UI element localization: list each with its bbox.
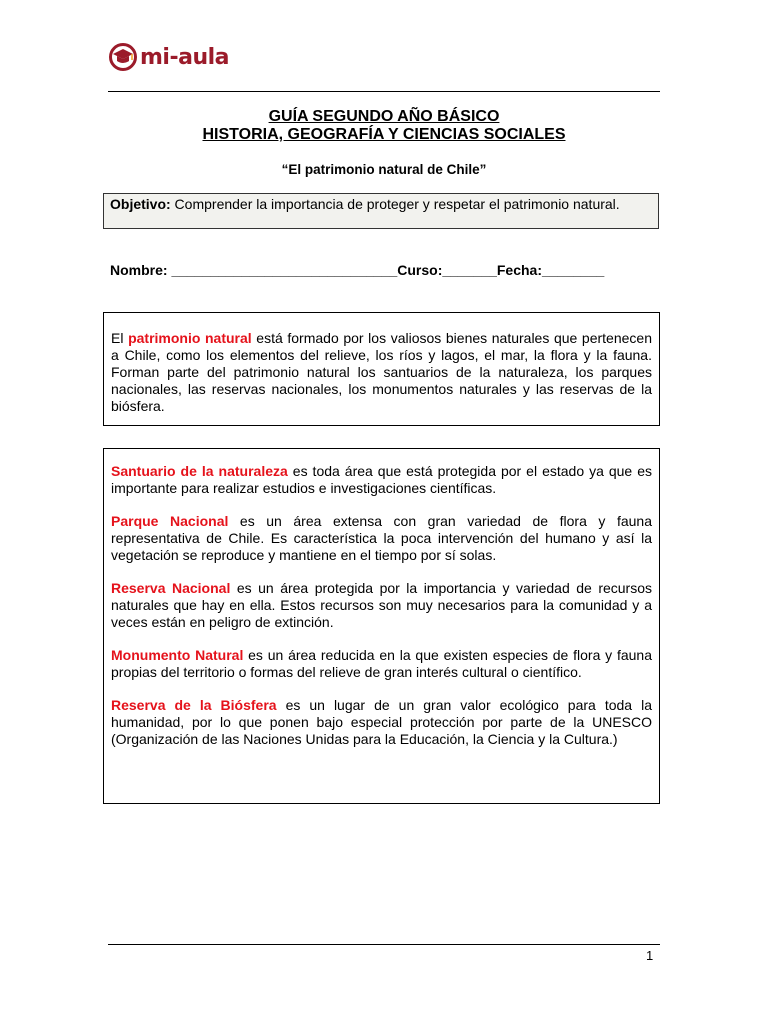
intro-box bbox=[103, 312, 660, 426]
intro-text: está formado por los valiosos bienes naturales que pertenecen a Chile, como los elementos del relieve, los ríos y lagos, el mar, la flora y la fauna. Forman parte del patrimonio natural los santuarios de la naturaleza, los parques nacionales, las reservas nacionales, los monumentos naturales y las reservas de la biósfera. bbox=[111, 330, 652, 414]
logo-text: mi-aula bbox=[140, 44, 230, 70]
definition-text: es un área protegida por la importancia y variedad de recursos naturales que hay en ella. Estos recursos son muy necesarios para la comunidad y a veces están en peligro de extinción. bbox=[111, 580, 653, 630]
page-title-line1: GUÍA SEGUNDO AÑO BÁSICO bbox=[268, 108, 500, 125]
objective-text: Comprender la importancia de proteger y respetar el patrimonio natural. bbox=[170, 196, 620, 212]
definition-item bbox=[111, 513, 652, 564]
objective-box bbox=[103, 193, 659, 229]
definition-text: es un área extensa con gran variedad de flora y fauna representativa de Chile. Es característica la poca intervención del humano y así la vegetación se reproduce y mantiene en el tiempo por sí solas. bbox=[111, 513, 653, 563]
intro-prefix: El bbox=[111, 330, 129, 346]
definition-item bbox=[111, 580, 652, 631]
intro-term: patrimonio natural bbox=[128, 330, 252, 346]
page-title-line2: HISTORIA, GEOGRAFÍA Y CIENCIAS SOCIALES bbox=[202, 126, 566, 143]
definition-term: Monumento Natural bbox=[111, 647, 244, 663]
definition-term: Reserva de la Biósfera bbox=[111, 697, 277, 713]
footer-rule bbox=[108, 944, 660, 945]
definitions-box bbox=[103, 448, 660, 804]
student-form-line: Nombre: _____________________________Curso:_______Fecha:________ bbox=[110, 262, 605, 278]
definition-item bbox=[111, 697, 652, 748]
definition-item bbox=[111, 647, 652, 681]
header-rule bbox=[108, 91, 660, 92]
page-subtitle: “El patrimonio natural de Chile” bbox=[281, 162, 487, 177]
definition-item bbox=[111, 463, 652, 497]
definition-term: Santuario de la naturaleza bbox=[111, 463, 288, 479]
definition-term: Parque Nacional bbox=[111, 513, 229, 529]
page-number: 1 bbox=[646, 948, 654, 963]
definition-text: es un lugar de un gran valor ecológico para toda la humanidad, por lo que ponen bajo especial protección por parte de la UNESCO (Organización de las Naciones Unidas para la Educación, la Ciencia y la Cultura.) bbox=[111, 697, 652, 747]
definition-text: es un área reducida en la que existen especies de flora y fauna propias del territorio o formas del relieve de gran interés cultural o científico. bbox=[111, 647, 652, 680]
definition-text: es toda área que está protegida por el estado ya que es importante para realizar estudios e investigaciones científicas. bbox=[111, 463, 652, 496]
definition-term: Reserva Nacional bbox=[111, 580, 231, 596]
graduation-cap-icon bbox=[108, 42, 138, 72]
objective-label: Objetivo: bbox=[110, 196, 171, 212]
logo bbox=[108, 40, 229, 74]
